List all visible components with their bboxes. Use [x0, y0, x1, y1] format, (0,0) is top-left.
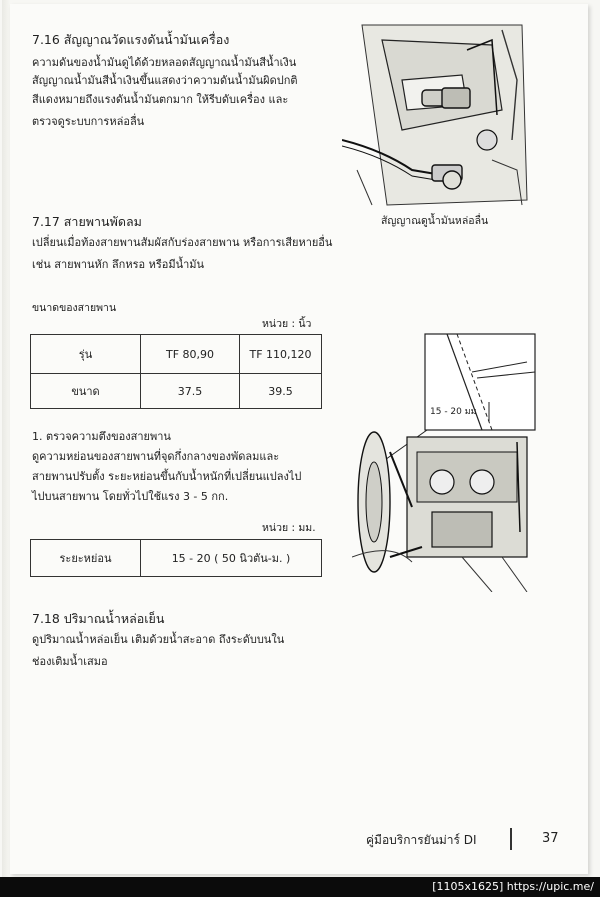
footer-separator	[510, 828, 512, 850]
section-717-line-2: เช่น สายพานหัก ลึกหรอ หรือมีน้ำมัน	[32, 258, 205, 271]
section-716-line-3: สีแดงหมายถึงแรงดันน้ำมันตกมาก ให้รีบดับเครื่อง และ	[32, 93, 289, 106]
page-number: 37	[542, 831, 559, 846]
belt-tension-subheading: 1. ตรวจความตึงของสายพาน	[32, 430, 171, 443]
table-model-2: TF 110,120	[240, 335, 322, 374]
table-size-value-1: 37.5	[141, 374, 240, 409]
table-col-header-model: รุ่น	[31, 335, 141, 374]
footer-manual-title: คู่มือบริการยันม่าร์ DI	[366, 833, 477, 847]
oil-pressure-indicator-illustration	[342, 20, 534, 210]
watermark-text: [1105x1625] https://upic.me/	[432, 880, 594, 893]
section-716-line-1: ความดันของน้ำมันดูได้ด้วยหลอดสัญญาณน้ำมันสีน้ำเงิน	[32, 56, 297, 69]
slack-value: 15 - 20 ( 50 นิวตัน-ม. )	[141, 540, 322, 577]
section-716-line-2: สัญญาณน้ำมันสีน้ำเงินขึ้นแสดงว่าความดันน้ำมันผิดปกติ	[32, 74, 298, 87]
watermark-bar	[0, 877, 600, 897]
fan-belt-illustration	[352, 332, 538, 592]
oil-indicator-caption: สัญญาณดูน้ำมันหล่อลื่น	[381, 215, 489, 227]
section-718-line-1: ดูปริมาณน้ำหล่อเย็น เติมด้วยน้ำสะอาด ถึงระดับบนใน	[32, 633, 285, 646]
section-718-line-2: ช่องเติมน้ำเสมอ	[32, 655, 108, 668]
belt-size-table	[30, 334, 322, 409]
table-row-label-size: ขนาด	[31, 374, 141, 409]
unit-inch-label: หน่วย : นิ้ว	[262, 318, 312, 330]
table-model-1: TF 80,90	[141, 335, 240, 374]
unit-mm-label: หน่วย : มม.	[262, 522, 316, 534]
belt-slack-table	[30, 539, 322, 577]
belt-tension-line-3: ไปบนสายพาน โดยทั่วไปใช้แรง 3 - 5 กก.	[32, 490, 229, 503]
section-716-line-4: ตรวจดูระบบการหล่อลื่น	[32, 115, 145, 128]
section-717-title: 7.17 สายพานพัดลม	[32, 214, 142, 229]
section-718-title: 7.18 ปริมาณน้ำหล่อเย็น	[32, 611, 165, 626]
belt-tension-line-2: สายพานปรับตั้ง ระยะหย่อนขึ้นกับน้ำหนักที่เปลี่ยนแปลงไป	[32, 470, 302, 483]
belt-slack-callout-label: 15 - 20 มม	[430, 407, 477, 417]
slack-label: ระยะหย่อน	[31, 540, 141, 577]
belt-size-heading: ขนาดของสายพาน	[32, 302, 117, 314]
section-716-title: 7.16 สัญญาณวัดแรงดันน้ำมันเครื่อง	[32, 32, 230, 47]
belt-tension-line-1: ดูความหย่อนของสายพานที่จุดกึ่งกลางของพัดลมและ	[32, 450, 280, 463]
section-717-line-1: เปลี่ยนเมื่อท้องสายพานสัมผัสกับร่องสายพาน หรือการเสียหายอื่น	[32, 236, 333, 249]
table-size-value-2: 39.5	[240, 374, 322, 409]
page-edge-shadow	[2, 0, 10, 897]
